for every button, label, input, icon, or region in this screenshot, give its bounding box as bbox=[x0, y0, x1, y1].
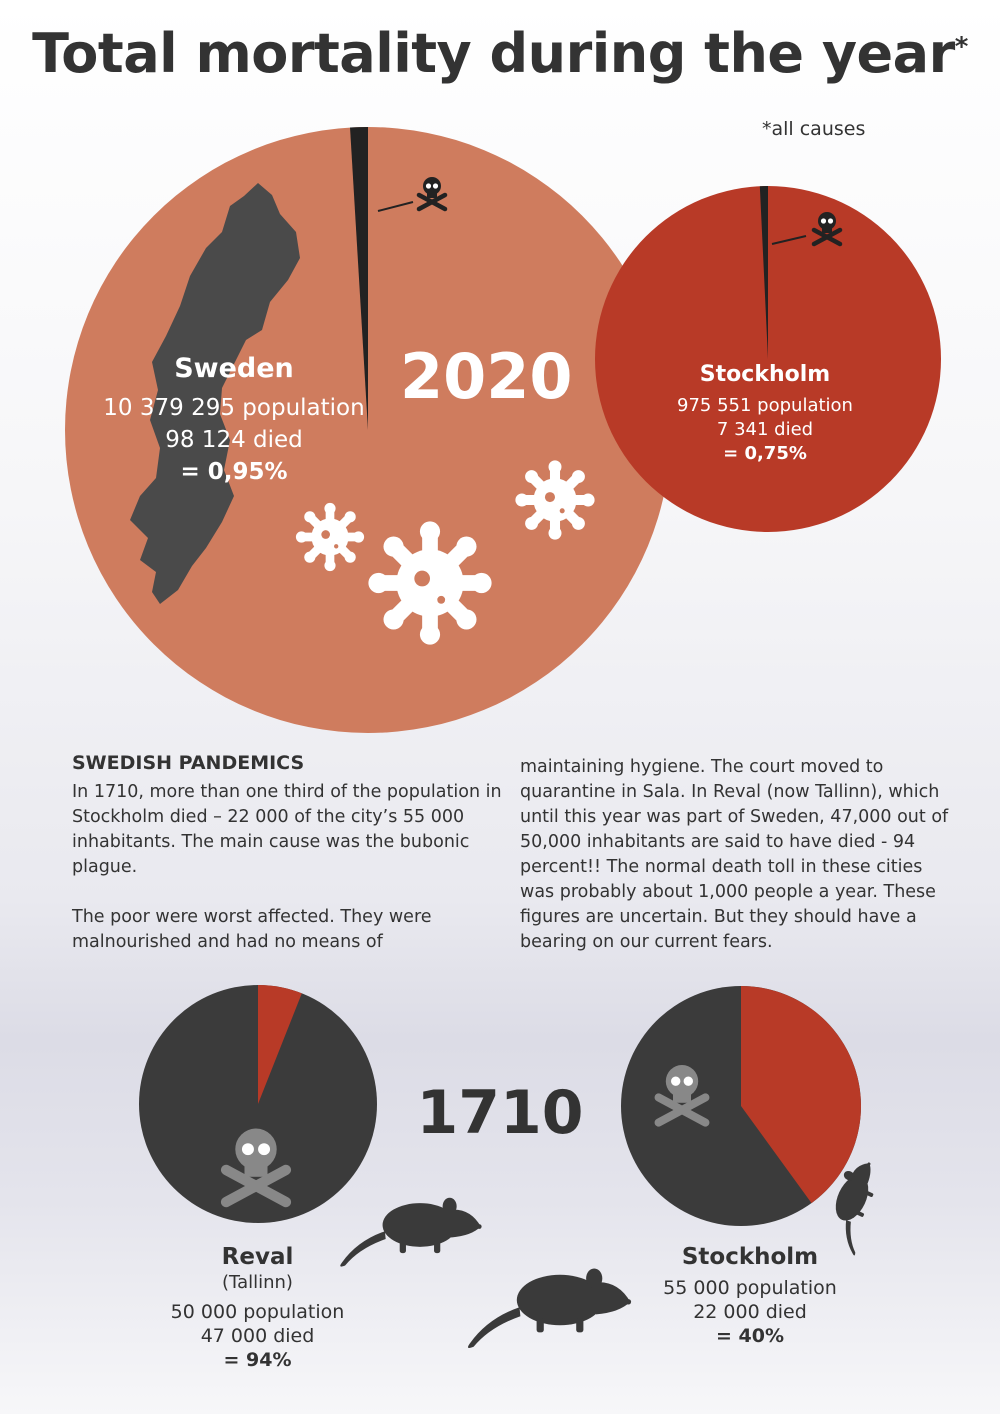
sweden-name: Sweden bbox=[174, 353, 294, 384]
article-paragraph: maintaining hygiene. The court moved to quarantine in Sala. In Reval (now Tallinn), which until this year was part of Sweden, 47,000 out of 50,000 inhabitants are said to have died - 94 percent!! The normal death toll in these cities was probably about 1,000 people a year. These figures are uncertain. But they should have a bearing on our current fears. bbox=[520, 757, 949, 952]
stockholm-1710-died: 22 000 died bbox=[693, 1301, 807, 1323]
virus-icon bbox=[368, 521, 491, 644]
stockholm-2020-name: Stockholm bbox=[699, 362, 831, 387]
reval-subname: (Tallinn) bbox=[222, 1272, 293, 1293]
stockholm-1710-pie bbox=[621, 986, 861, 1226]
reval-name: Reval bbox=[221, 1244, 294, 1270]
virus-icon bbox=[515, 460, 594, 539]
year-2020-label: 2020 bbox=[400, 340, 573, 413]
reval-percent: = 94% bbox=[223, 1349, 292, 1371]
sweden-population: 10 379 295 population bbox=[103, 395, 365, 421]
article-paragraph: The poor were worst affected. They were malnourished and had no means of bbox=[72, 907, 432, 952]
article-heading: SWEDISH PANDEMICS bbox=[72, 752, 305, 774]
sweden-percent: = 0,95% bbox=[180, 459, 288, 485]
reval-pie bbox=[139, 985, 377, 1223]
stockholm-2020-died: 7 341 died bbox=[716, 419, 814, 440]
article-column-left bbox=[72, 780, 502, 955]
rat-icon bbox=[468, 1269, 631, 1349]
stockholm-2020-population: 975 551 population bbox=[677, 395, 853, 416]
virus-icon bbox=[296, 503, 364, 571]
article-paragraph: In 1710, more than one third of the population in Stockholm died – 22 000 of the city’s 55 000 inhabitants. The main cause was the bubonic plague. bbox=[72, 782, 502, 877]
title-text: Total mortality during the year bbox=[32, 22, 955, 85]
stockholm-1710-percent: = 40% bbox=[715, 1325, 784, 1347]
reval-died: 47 000 died bbox=[200, 1325, 315, 1347]
stockholm-1710-name: Stockholm bbox=[681, 1244, 819, 1270]
stockholm-1710-population: 55 000 population bbox=[663, 1277, 837, 1299]
article-column-right bbox=[520, 755, 950, 955]
sweden-died: 98 124 died bbox=[165, 427, 303, 453]
stockholm-2020-pie bbox=[595, 186, 941, 532]
footnote: *all causes bbox=[762, 118, 866, 140]
stockholm-2020-percent: = 0,75% bbox=[723, 443, 807, 464]
year-1710-label: 1710 bbox=[416, 1078, 584, 1148]
reval-population: 50 000 population bbox=[170, 1301, 345, 1323]
title-asterisk: * bbox=[954, 32, 968, 62]
